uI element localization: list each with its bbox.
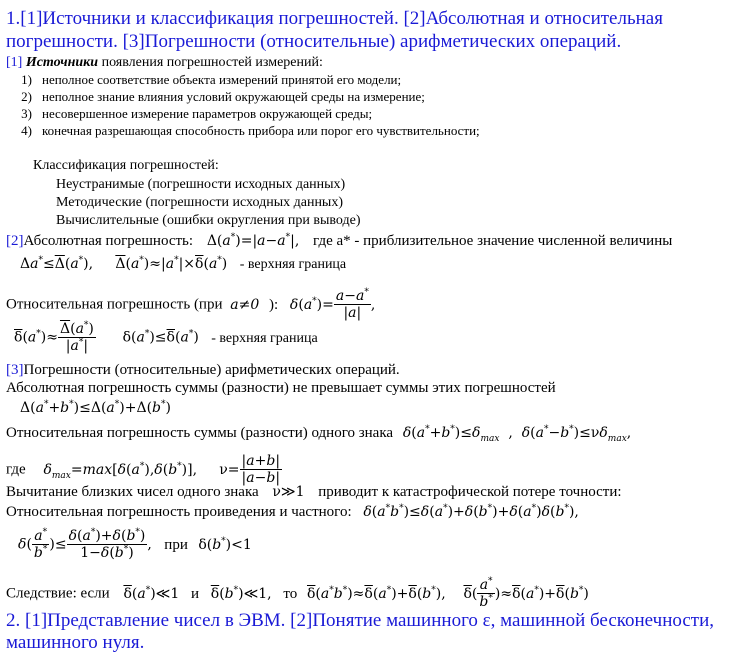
sources-item-2: 2) неполное знание влияния условий окружающей среды на измерение; bbox=[21, 89, 425, 104]
sources-item-4: 4) конечная разрешающая способность прибора или порог его чувствительности; bbox=[21, 123, 480, 138]
relative-error-line: Относительная погрешность (при a≠0 ): δ(a*)= $\frac{a-a^*}{|a|}$ , bbox=[6, 287, 376, 321]
absolute-error-line: [2]Абсолютная погрешность: Δ(a*)=|a−a*|, где a* - приблизительное значение численной величины bbox=[6, 232, 673, 249]
absolute-formula: Δ(a*)=|a−a*|, bbox=[206, 232, 300, 249]
absolute-bound-line: $\Delta a^*\le\overline{\Delta}(a^*)$, $\overline{\Delta}(a^*)\approx|a^*|\times\overline{\delta}(a^*)$ - верхняя граница bbox=[20, 255, 347, 272]
product-line: Относительная погрешность проиведения и частного: δ(a*b*)≤δ(a*)+δ(b*)+δ(a*)δ(b*), bbox=[6, 503, 579, 520]
sources-title: Источники bbox=[25, 55, 99, 70]
close-sub-line: Вычитание близких чисел одного знака ν≫1 приводит к катастрофической потере точности: bbox=[6, 484, 622, 500]
sources-rest: появления погрешностей измерений: bbox=[98, 55, 323, 70]
sum-rel-line: Относительная погрешность суммы (разности) одного знака $\delta(a^*+b^*)\le\delta_{max}$ , $\delta(a^*-b^*)\le\nu\delta_{max}$, bbox=[6, 424, 632, 444]
absolute-where: где a* - приблизительное значение численной величины bbox=[313, 233, 673, 249]
absolute-label: Абсолютная погрешность: bbox=[23, 233, 194, 249]
absolute-upper: - верхняя граница bbox=[239, 257, 347, 272]
section-1-heading-line-1: 1.[1]Источники и классификация погрешностей. [2]Абсолютная и относительная bbox=[6, 8, 663, 29]
relative-bound-line: $\overline{\delta}(a^*)\approx$ $\frac{\overline{\Delta}(a^*)}{|a^*|}$ $\delta(a^*)\le\overline{\delta}(a^*)$ - верхняя граница bbox=[14, 320, 318, 354]
sources-heading bbox=[6, 55, 323, 71]
ops-title: [3]Погрешности (относительные) арифметических операций. bbox=[6, 362, 400, 378]
classification-item-1: Неустранимые (погрешности исходных данных) bbox=[56, 177, 346, 192]
section-1-heading-line-2: погрешности. [3]Погрешности (относительные) арифметических операций. bbox=[6, 31, 622, 52]
sources-ref: [1] bbox=[6, 55, 23, 70]
delta-max-line: где $\delta_{max}=\max[\delta(a^*),\delta(b^*)]$, ν= $\frac{|a+b|}{|a-b|}$ bbox=[6, 453, 281, 486]
classification-item-3: Вычислительные (ошибки округления при выводе) bbox=[56, 213, 361, 228]
sources-item-3: 3) несовершенное измерение параметров окружающей среды; bbox=[21, 106, 373, 121]
quotient-formula: δ( $\frac{a^*}{b^*}$ )≤ $\frac{\delta(a^*)+\delta(b^*)}{1-\delta(b^*)}$ , при δ(b*)<1 bbox=[18, 527, 252, 561]
sources-item-1: 1) неполное соответствие объекта измерений принятой его модели; bbox=[21, 72, 402, 87]
section-2-heading-line-2: машинного нуля. bbox=[6, 632, 145, 653]
sum-abs-text: Абсолютная погрешность суммы (разности) не превышает суммы этих погрешностей bbox=[6, 380, 556, 396]
corollary-line: Следствие: если $\overline{\delta}(a^*)≪1$ и $\overline{\delta}(b^*)≪1$, то $\overline{\delta}(a^*b^*)\approx\overline{\delta}(a^*)+\overline{\delta}(b^*)$, $\overline{\delta}$( $\frac{a^*}{b^*}$ )$\approx\overline{\delta}(a^*)+\overline{\delta}(b^*)$ bbox=[6, 576, 589, 610]
sum-abs-formula: Δ(a*+b*)≤Δ(a*)+Δ(b*) bbox=[20, 399, 171, 416]
section-2-heading-line-1: 2. [1]Представление чисел в ЭВМ. [2]Понятие машинного ε, машинной бесконечности, bbox=[6, 610, 714, 631]
classification-title: Классификация погрешностей: bbox=[33, 158, 219, 173]
classification-item-2: Методические (погрешности исходных данных) bbox=[56, 195, 343, 210]
